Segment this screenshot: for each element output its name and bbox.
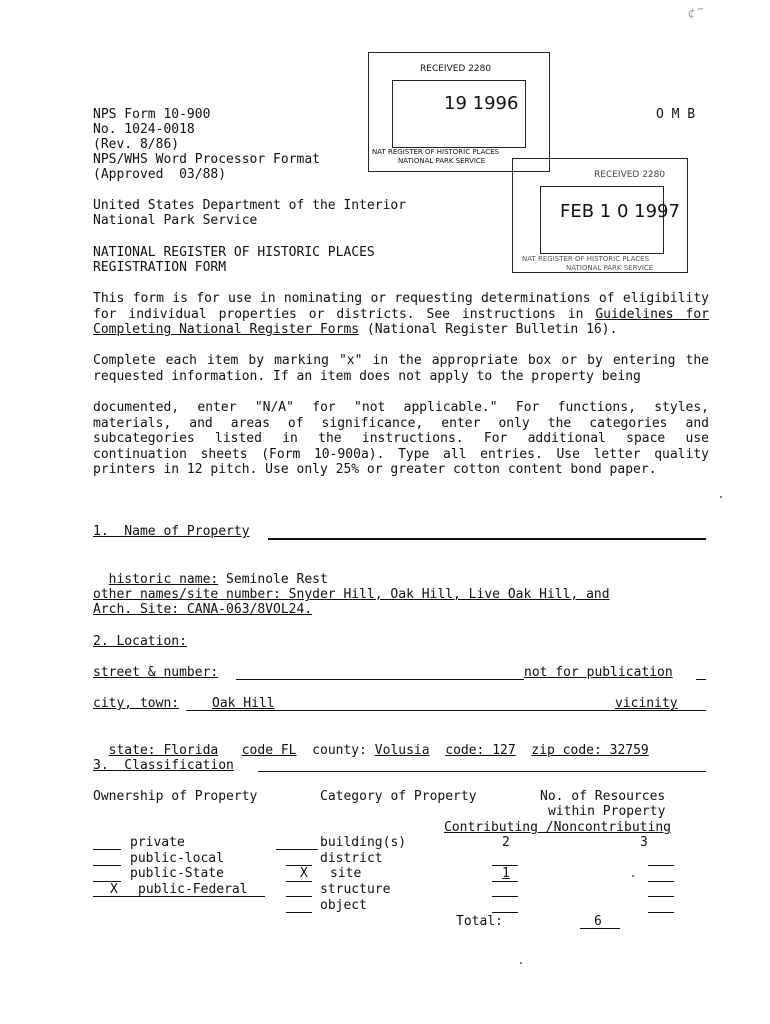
form-line-2: No. 1024-0018	[93, 122, 195, 137]
resources-heading-2: within Property	[548, 804, 666, 819]
vicinity: vicinity	[615, 696, 678, 711]
stray-dot-1	[720, 496, 722, 498]
street-number-blank	[236, 679, 524, 680]
section-1-rule	[268, 538, 706, 540]
form-title-line-2: REGISTRATION FORM	[93, 260, 227, 275]
street-number-label: street & number:	[93, 665, 219, 680]
ownership-blank-private	[93, 849, 121, 850]
ownership-label-public-federal: public-Federal	[138, 882, 248, 897]
category-blank-district	[286, 865, 312, 866]
total-value: 6	[594, 914, 602, 929]
county-code: code: 127	[445, 742, 516, 758]
stamp-1-inner-box	[392, 80, 526, 148]
category-label-district: district	[320, 851, 383, 866]
form-line-5: (Approved 03/88)	[93, 167, 227, 182]
city-town-value: Oak Hill	[212, 696, 275, 711]
county-value: Volusia	[374, 742, 430, 758]
stamp-2-received: RECEIVED 2280	[594, 170, 666, 180]
instructions-text-b: (National Register Bulletin 16).	[359, 322, 618, 337]
contributing-count-building: 2	[502, 835, 510, 850]
instructions-text-a: This form is for use in nominating or requesting determinations of eligibility for individual properties or districts. See instructions in	[93, 291, 709, 322]
category-label-object: object	[320, 898, 367, 913]
stamp-2-date: FEB 1 0 1997	[560, 201, 680, 222]
category-blank-site	[286, 881, 312, 882]
noncontributing-blank-object	[648, 912, 674, 913]
not-for-publication-tail	[696, 679, 706, 680]
section-3-heading: 3. Classification	[93, 758, 234, 773]
stray-dot-2	[632, 875, 634, 877]
noncontributing-blank-district	[648, 865, 674, 866]
form-line-1: NPS Form 10-900	[93, 107, 211, 122]
category-label-structure: structure	[320, 882, 391, 897]
contributing-count-site: 1	[502, 866, 510, 881]
historic-name-label: historic name:	[108, 571, 219, 587]
county-label: county:	[312, 742, 367, 758]
corner-marks: ¢‴	[688, 6, 703, 20]
historic-name-value: Seminole Rest	[218, 571, 328, 587]
contributing-blank-object	[492, 912, 518, 913]
total-blank	[580, 928, 620, 929]
stamp-2-footer-2: NATIONAL PARK SERVICE	[566, 264, 654, 272]
historic-name-row	[93, 556, 328, 587]
contributing-blank-structure	[492, 896, 518, 897]
section-2-heading: 2. Location:	[93, 634, 187, 649]
category-heading: Category of Property	[320, 789, 477, 804]
guidelines-reference: Guidelines for Completing National Register Forms	[93, 306, 709, 337]
resources-heading-1: No. of Resources	[540, 789, 666, 804]
state-code: code FL	[241, 742, 297, 758]
stray-dot-3	[520, 962, 522, 964]
contributing-blank-site	[492, 881, 518, 882]
category-blank-building	[276, 849, 318, 850]
form-line-3: (Rev. 8/86)	[93, 137, 180, 152]
stamp-2-footer-1: NAT REGISTER OF HISTORIC PLACES	[522, 255, 650, 263]
stamp-1-date: 19 1996	[444, 93, 519, 114]
stamp-1-received: RECEIVED 2280	[420, 64, 492, 74]
category-blank-object	[286, 912, 312, 913]
not-for-publication: not for publication	[524, 665, 673, 680]
stamp-1-footer-1: NAT REGISTER OF HISTORIC PLACES	[372, 148, 500, 156]
zip-code: zip code: 32759	[531, 742, 649, 758]
noncontributing-blank-site	[648, 881, 674, 882]
other-names-line-2: Arch. Site: CANA-063/8VOL24.	[93, 602, 313, 617]
instructions-paragraph-1	[93, 291, 709, 338]
form-title-line-1: NATIONAL REGISTER OF HISTORIC PLACES	[93, 245, 375, 260]
state-row	[93, 727, 649, 758]
agency-line-2: National Park Service	[93, 213, 258, 228]
agency-line-1: United States Department of the Interior	[93, 198, 407, 213]
category-blank-structure	[286, 896, 312, 897]
instructions-paragraph-3: documented, enter "N/A" for "not applicable." For functions, styles, materials, and areas of significance, enter only the categories and subcategories listed in the instructions. For additional space use continuation sheets (Form 10-900a). Type all entries. Use letter quality printers in 12 pitch. Use only 25% or greater cotton content bond paper.	[93, 400, 709, 477]
category-label-site: site	[330, 866, 362, 881]
total-label: Total:	[456, 914, 503, 929]
section-3-rule	[258, 771, 706, 772]
other-names-line-1: other names/site number: Snyder Hill, Oak Hill, Live Oak Hill, and	[93, 587, 610, 602]
ownership-blank-public-local	[93, 865, 121, 866]
ownership-mark-public-federal: X	[110, 882, 118, 897]
noncontributing-blank-structure	[648, 896, 674, 897]
instructions-paragraph-2: Complete each item by marking "x" in the appropriate box or by entering the requested information. If an item does not apply to the property being	[93, 353, 709, 384]
omb-label: O M B	[656, 107, 696, 122]
ownership-label-private: private	[130, 835, 185, 850]
resources-subheading: Contributing /Noncontributing	[444, 820, 671, 835]
form-line-4: NPS/WHS Word Processor Format	[93, 152, 320, 167]
noncontributing-count-building: 3	[640, 835, 648, 850]
category-label-building: building(s)	[320, 835, 407, 850]
ownership-heading: Ownership of Property	[93, 789, 258, 804]
category-mark-site: X	[300, 866, 308, 881]
section-1-heading: 1. Name of Property	[93, 524, 250, 539]
state-value: state: Florida	[108, 742, 219, 758]
stamp-1-footer-2: NATIONAL PARK SERVICE	[398, 157, 486, 165]
ownership-label-public-local: public-local	[130, 851, 224, 866]
city-town-label: city, town:	[93, 696, 180, 711]
ownership-label-public-state: public-State	[130, 866, 224, 881]
